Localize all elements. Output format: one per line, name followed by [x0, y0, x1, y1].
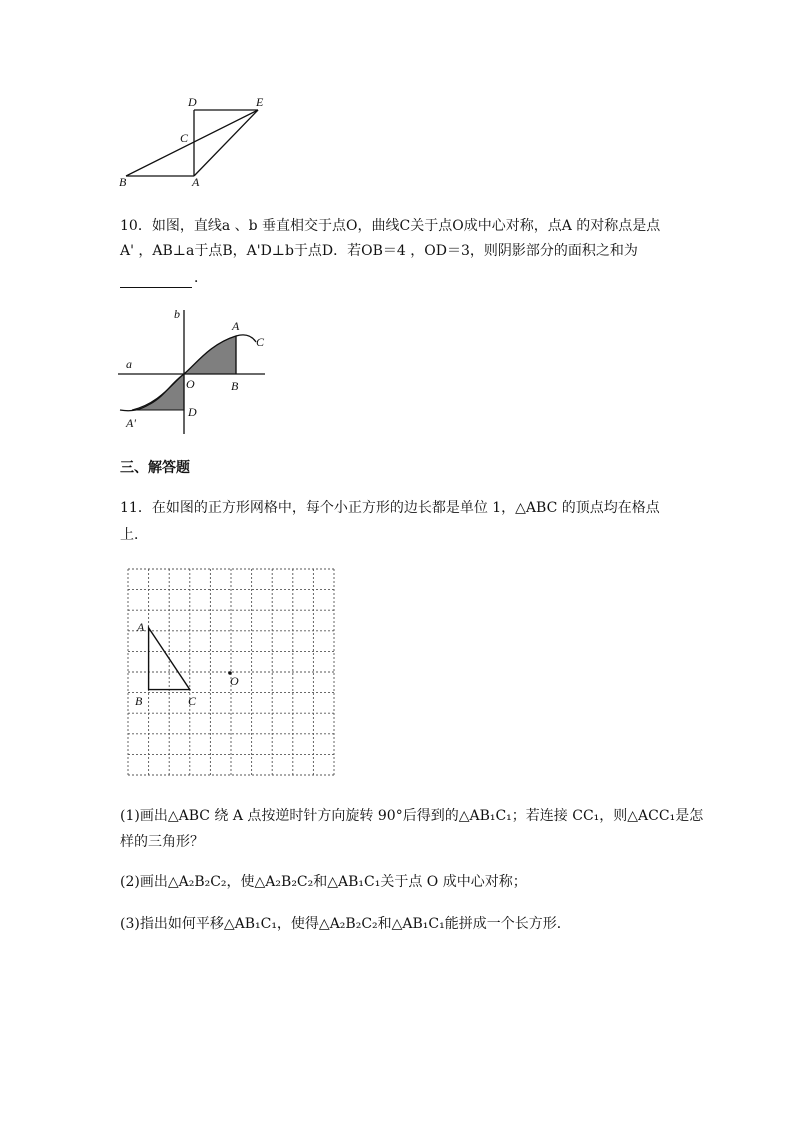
label-A2: A [232, 319, 240, 333]
figure-2-diagram [110, 300, 280, 440]
q11-part-1-line-2: 样的三角形？ [120, 834, 204, 850]
section-title: 三、解答题 [120, 460, 190, 476]
q11-line-1: 11．在如图的正方形网格中，每个小正方形的边长都是单位 1，△ABC 的顶点均在格点 [120, 500, 660, 516]
grid-label-B: B [135, 694, 143, 708]
label-b: b [174, 307, 180, 321]
answer-blank[interactable] [120, 273, 192, 288]
q10-line-2: A' ，AB⊥a于点B，A'D⊥b于点D．若OB＝4 ，OD＝3，则阴影部分的面积之和为 [120, 243, 638, 259]
grid-label-A: A [137, 620, 145, 634]
grid-label-C: C [188, 694, 197, 708]
label-B2: B [231, 379, 239, 393]
label-A: A [192, 175, 200, 189]
label-B: B [119, 175, 127, 189]
label-C2: C [256, 335, 265, 349]
grid-label-O: O [230, 674, 239, 688]
label-D2: D [188, 405, 197, 419]
figure-1-diagram [110, 90, 280, 190]
label-C: C [180, 131, 189, 145]
label-D: D [188, 95, 197, 109]
label-a: a [126, 357, 132, 371]
q10-line-3: ． [120, 268, 208, 288]
q10-line-1: 10．如图，直线a 、b 垂直相交于点O，曲线C关于点O成中心对称，点A 的对称点是点 [120, 218, 661, 234]
q11-part-3: (3)指出如何平移△AB₁C₁，使得△A₂B₂C₂和△AB₁C₁能拼成一个长方形． [120, 916, 571, 932]
label-O: O [186, 377, 195, 391]
q11-line-2: 上． [120, 527, 148, 543]
q11-part-1-line-1: (1)画出△ABC 绕 A 点按逆时针方向旋转 90°后得到的△AB₁C₁；若连接 CC₁，则△ACC₁是怎 [120, 808, 704, 824]
grid-figure [120, 565, 340, 785]
q11-part-2: (2)画出△A₂B₂C₂，使△A₂B₂C₂和△AB₁C₁关于点 O 成中心对称； [120, 874, 527, 890]
label-A-prime: A' [126, 416, 136, 430]
label-E: E [256, 95, 264, 109]
